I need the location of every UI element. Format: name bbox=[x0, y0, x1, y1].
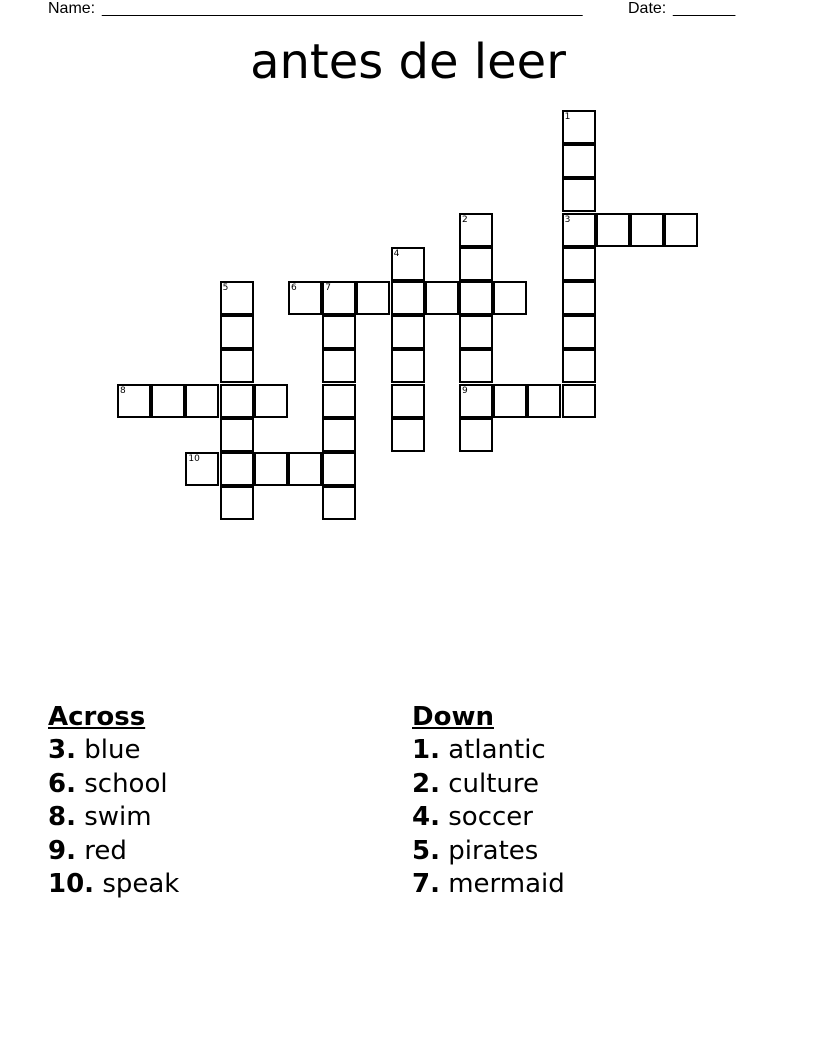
cell-number: 6 bbox=[291, 283, 297, 293]
clue-number: 7. bbox=[412, 869, 440, 899]
name-blank-line[interactable]: ______________________________________________________ bbox=[102, 0, 583, 17]
grid-cell[interactable] bbox=[322, 384, 356, 418]
clue-across-8 bbox=[48, 801, 179, 835]
clue-across-9 bbox=[48, 835, 179, 869]
grid-cell[interactable] bbox=[562, 178, 596, 212]
clue-number: 8. bbox=[48, 802, 76, 832]
clue-number: 1. bbox=[412, 735, 440, 765]
cell-number: 3 bbox=[564, 214, 571, 225]
grid-cell[interactable] bbox=[220, 452, 254, 486]
grid-cell[interactable] bbox=[425, 281, 459, 315]
clue-down-1 bbox=[412, 734, 565, 768]
grid-cell[interactable] bbox=[493, 281, 527, 315]
clue-number: 10. bbox=[48, 869, 95, 899]
grid-cell[interactable] bbox=[459, 315, 493, 349]
grid-cell[interactable] bbox=[459, 247, 493, 281]
grid-cell[interactable] bbox=[185, 384, 219, 418]
grid-cell[interactable] bbox=[391, 247, 425, 281]
clue-text: swim bbox=[84, 802, 152, 832]
clue-text: atlantic bbox=[448, 735, 546, 765]
grid-cell[interactable] bbox=[562, 281, 596, 315]
grid-cell[interactable] bbox=[391, 349, 425, 383]
cell-number: 1 bbox=[564, 112, 571, 122]
cell-number: 8 bbox=[120, 385, 126, 396]
grid-cell[interactable] bbox=[254, 452, 288, 486]
grid-cell[interactable] bbox=[356, 281, 390, 315]
down-heading: Down bbox=[412, 702, 494, 732]
clue-number: 5. bbox=[412, 835, 440, 866]
clue-number: 2. bbox=[412, 768, 440, 799]
clue-number: 3. bbox=[48, 735, 76, 765]
grid-cell[interactable] bbox=[596, 213, 630, 247]
across-heading: Across bbox=[48, 702, 146, 732]
grid-cell[interactable] bbox=[391, 418, 425, 452]
grid-cell[interactable] bbox=[459, 418, 493, 452]
page-title: antes de leer bbox=[250, 34, 566, 90]
grid-cell[interactable] bbox=[562, 213, 596, 247]
grid-cell[interactable] bbox=[322, 486, 356, 520]
grid-cell[interactable] bbox=[288, 452, 322, 486]
down-clues bbox=[412, 700, 565, 902]
grid-cell[interactable] bbox=[562, 384, 596, 418]
clue-across-3 bbox=[48, 734, 179, 768]
grid-cell[interactable] bbox=[630, 213, 664, 247]
cell-number: 5 bbox=[222, 283, 229, 293]
grid-cell[interactable] bbox=[220, 281, 254, 315]
cell-number: 9 bbox=[462, 385, 468, 396]
grid-cell[interactable] bbox=[322, 418, 356, 452]
date-blank-line[interactable]: _______ bbox=[673, 0, 736, 17]
grid-cell[interactable] bbox=[322, 281, 356, 315]
clue-number: 9. bbox=[48, 835, 76, 866]
grid-cell[interactable] bbox=[562, 144, 596, 178]
clue-text: speak bbox=[102, 869, 180, 899]
grid-cell[interactable] bbox=[493, 384, 527, 418]
clue-text: soccer bbox=[448, 802, 533, 832]
date-label: Date: bbox=[628, 0, 667, 17]
clue-down-2 bbox=[412, 768, 565, 802]
grid-cell[interactable] bbox=[562, 247, 596, 281]
clue-text: culture bbox=[448, 768, 540, 799]
grid-cell[interactable] bbox=[562, 349, 596, 383]
grid-cell[interactable] bbox=[254, 384, 288, 418]
grid-cell[interactable] bbox=[562, 110, 596, 144]
grid-cell[interactable] bbox=[322, 315, 356, 349]
cell-number: 7 bbox=[325, 283, 331, 293]
grid-cell[interactable] bbox=[391, 315, 425, 349]
grid-cell[interactable] bbox=[185, 452, 219, 486]
grid-cell[interactable] bbox=[288, 281, 322, 315]
clue-text: pirates bbox=[448, 835, 539, 866]
clue-text: school bbox=[84, 768, 168, 799]
clue-text: red bbox=[84, 835, 127, 866]
cell-number: 2 bbox=[462, 214, 468, 225]
grid-cell[interactable] bbox=[151, 384, 185, 418]
grid-cell[interactable] bbox=[664, 213, 698, 247]
cell-number: 4 bbox=[393, 248, 400, 259]
grid-cell[interactable] bbox=[391, 384, 425, 418]
grid-cell[interactable] bbox=[220, 349, 254, 383]
clue-across-10 bbox=[48, 868, 179, 902]
clue-number: 4. bbox=[412, 802, 440, 832]
grid-cell[interactable] bbox=[220, 384, 254, 418]
grid-cell[interactable] bbox=[459, 213, 493, 247]
clue-text: mermaid bbox=[448, 869, 565, 899]
clue-across-6 bbox=[48, 768, 179, 802]
grid-cell[interactable] bbox=[562, 315, 596, 349]
cell-number: 10 bbox=[188, 454, 200, 464]
grid-cell[interactable] bbox=[527, 384, 561, 418]
grid-cell[interactable] bbox=[322, 452, 356, 486]
clue-text: blue bbox=[84, 735, 141, 765]
clue-down-5 bbox=[412, 835, 565, 869]
grid-cell[interactable] bbox=[459, 281, 493, 315]
grid-cell[interactable] bbox=[220, 315, 254, 349]
grid-cell[interactable] bbox=[459, 384, 493, 418]
clue-down-4 bbox=[412, 801, 565, 835]
clue-down-7 bbox=[412, 868, 565, 902]
grid-cell[interactable] bbox=[391, 281, 425, 315]
grid-cell[interactable] bbox=[459, 349, 493, 383]
across-clues bbox=[48, 700, 179, 902]
grid-cell[interactable] bbox=[220, 486, 254, 520]
grid-cell[interactable] bbox=[322, 349, 356, 383]
grid-cell[interactable] bbox=[117, 384, 151, 418]
clue-number: 6. bbox=[48, 768, 76, 799]
grid-cell[interactable] bbox=[220, 418, 254, 452]
name-label: Name: bbox=[48, 0, 96, 17]
